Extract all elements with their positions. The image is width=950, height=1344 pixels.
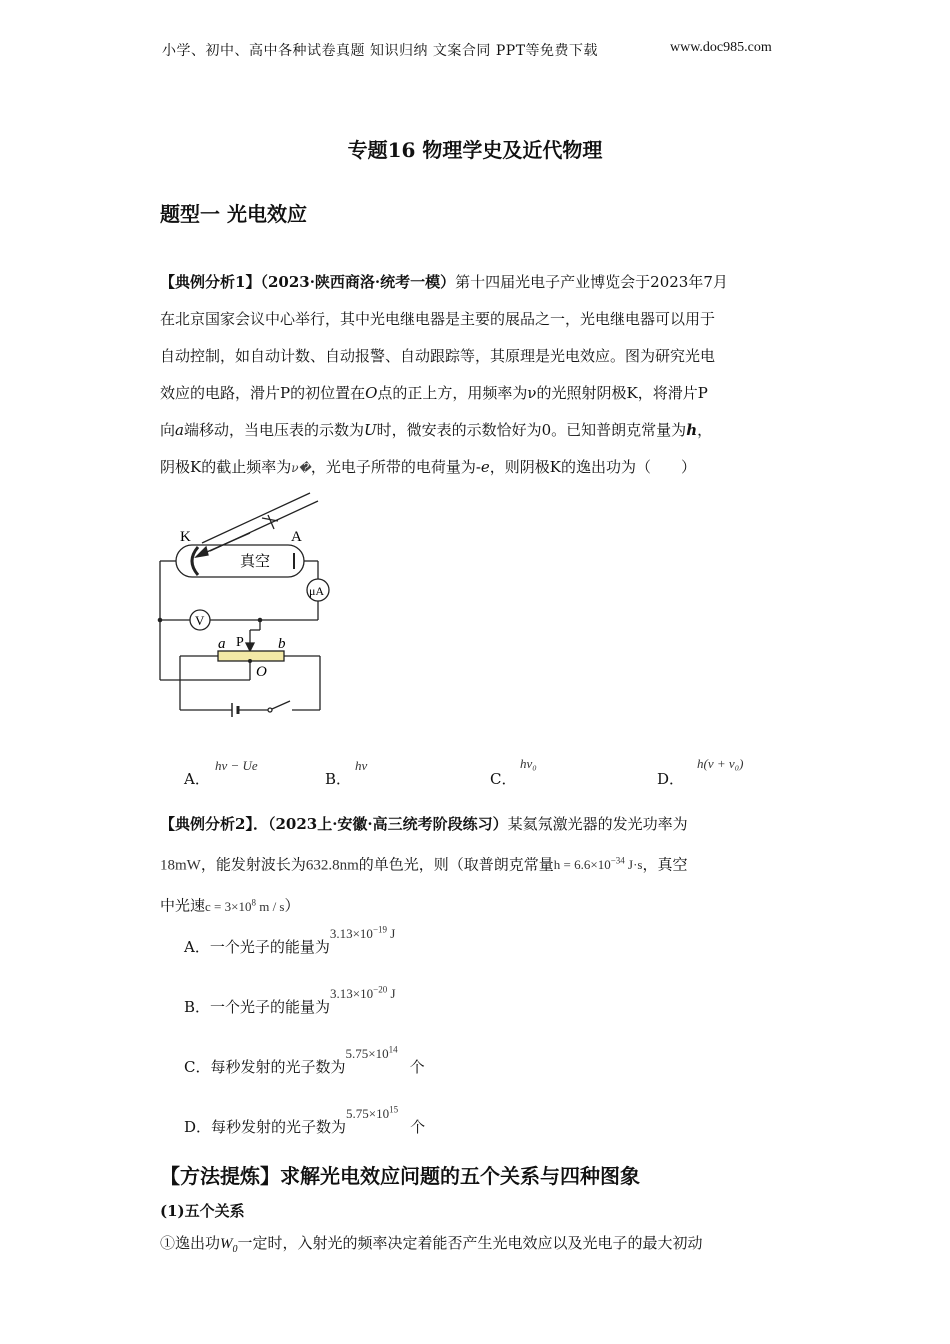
q1-option-a-label[interactable]: A． <box>184 770 210 788</box>
circuit-diagram <box>150 485 340 720</box>
q2-source: （2023上·安徽·高三统考阶段练习） <box>267 815 508 833</box>
page-title: 专题16 物理学史及近代物理 <box>347 138 603 162</box>
slider-arrow <box>246 643 254 651</box>
q1-option-a-formula: hν − Ue <box>215 758 258 773</box>
q1-line3: 自动控制，如自动计数、自动报警、自动跟踪等，其原理是光电效应。图为研究光电 <box>160 347 716 365</box>
method-subheading: (1)五个关系 <box>160 1202 245 1220</box>
method-line-1: ①逸出功$W_0$一定时，入射光的频率决定着能否产生光电效应以及光电子的最大初动 <box>160 1234 703 1255</box>
label-vacuum: 真空 <box>240 552 271 570</box>
q1-line2: 在北京国家会议中心举行，其中光电继电器是主要的展品之一，光电继电器可以用于 <box>160 310 716 328</box>
label-voltmeter: V <box>195 613 205 628</box>
label-k: K <box>180 529 191 545</box>
question-2: 【典例分析2】．（2023上·安徽·高三统考阶段练习）某氦氖激光器的发光功率为 18mW，能发射波长为632.8nm的单色光，则（取普朗克常量$h = 6.6\times 10^{-34}$ J·s，真空 中光速$c = 3\times 10^8$ m / s） <box>160 815 688 915</box>
label-a-end: a <box>218 636 226 652</box>
page-header: 小学、初中、高中各种试卷真题 知识归纳 文案合同 PPT等免费下载 <box>162 43 599 59</box>
label-microamp: μA <box>309 584 325 598</box>
label-p: P <box>236 635 244 650</box>
header-url[interactable]: www.doc985.com <box>670 40 772 55</box>
section-heading: 题型一 光电效应 <box>160 202 307 226</box>
q1-line6: 阴极K的截止频率为ν�，光电子所带的电荷量为-e，则阴极K的逸出功为（ ） <box>160 458 697 476</box>
q1-option-b-label[interactable]: B． <box>325 770 352 788</box>
q1-option-b-formula: hν <box>355 758 368 773</box>
q1-line4: 效应的电路，滑片P的初位置在O点的正上方，用频率为ν的光照射阴极K，将滑片P <box>160 384 708 402</box>
q1-option-c-label[interactable]: C． <box>490 770 517 788</box>
q2-option-a[interactable]: A．一个光子的能量为$3.13\times 10^{-19}$ J <box>184 924 396 956</box>
method-heading: 【方法提炼】求解光电效应问题的五个关系与四种图象 <box>160 1164 640 1188</box>
q1-option-d-label[interactable]: D． <box>657 770 685 788</box>
cathode-k <box>192 547 198 575</box>
q1-option-d-formula: h(ν + ν₀) <box>697 756 744 771</box>
q2-option-d[interactable]: D．每秒发射的光子数为$5.75\times 10^{15}$个 <box>184 1104 426 1136</box>
switch <box>268 708 272 712</box>
q2-tag: 【典例分析2】． <box>160 815 268 833</box>
label-a: A <box>291 529 302 545</box>
q1-tag: 【典例分析1】 <box>160 273 261 291</box>
q1-line5: 向a端移动，当电压表的示数为U时，微安表的示数恰好为0。已知普朗克常量为h， <box>160 421 713 439</box>
q1-source: （2023·陕西商洛·统考一模） <box>260 273 456 291</box>
label-o: O <box>256 664 267 680</box>
q1-option-c-formula: hν₀ <box>520 756 537 771</box>
label-b-end: b <box>278 636 286 652</box>
question-1 <box>160 264 800 487</box>
q2-option-c[interactable]: C．每秒发射的光子数为$5.75\times 10^{14}$个 <box>184 1044 425 1076</box>
q1-line1: 第十四届光电子产业博览会于2023年7月 <box>455 273 728 291</box>
q2-option-b[interactable]: B．一个光子的能量为$3.13\times 10^{-20}$ J <box>184 984 396 1016</box>
